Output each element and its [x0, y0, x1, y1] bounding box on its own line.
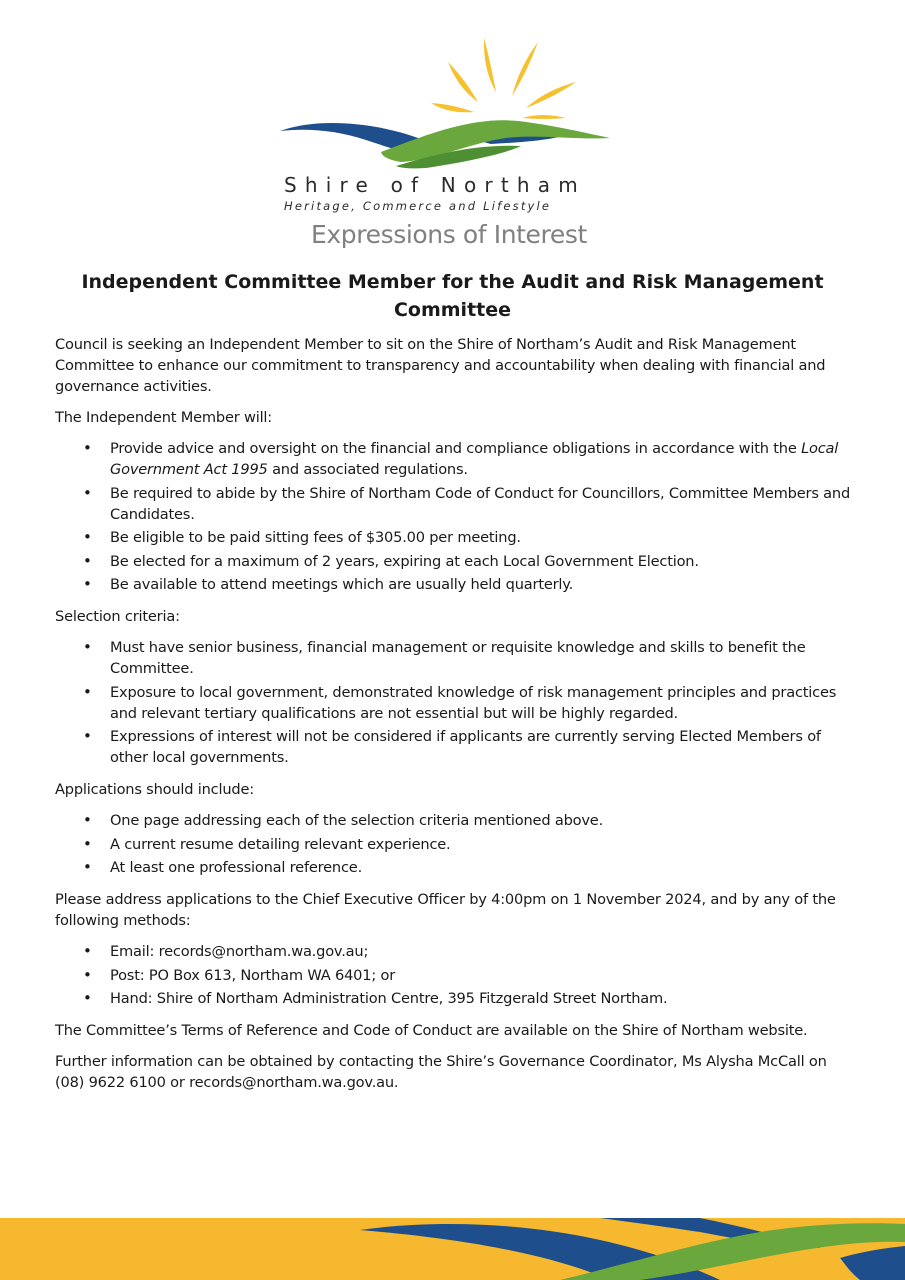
header-logo-block — [0, 30, 905, 250]
page-title: Independent Committee Member for the Audit and Risk Management Committee — [81, 271, 824, 321]
sun-ray — [484, 38, 496, 92]
list-item: • Be available to attend meetings which are usually held quarterly. — [110, 574, 855, 595]
sun-ray — [512, 42, 538, 96]
list-item: • Be elected for a maximum of 2 years, expiring at each Local Government Election. — [110, 551, 855, 572]
member-heading: The Independent Member will: — [55, 409, 273, 426]
list-item-text: and associated regulations. — [267, 461, 468, 478]
selection-list — [55, 637, 855, 768]
list-item: • Be required to abide by the Shire of Northam Code of Conduct for Councillors, Committee Members and Candidates. — [110, 483, 855, 525]
list-item: • One page addressing each of the selection criteria mentioned above. — [110, 810, 855, 831]
list-item: • A current resume detailing relevant experience. — [110, 834, 855, 855]
list-item: • Must have senior business, financial management or requisite knowledge and skills to benefit the Committee. — [110, 637, 855, 679]
list-item-text: Provide advice and oversight on the financial and compliance obligations in accordance with the — [110, 440, 802, 457]
list-item: • Expressions of interest will not be considered if applicants are currently serving Elected Members of other local governments. — [110, 726, 855, 768]
list-item: • Exposure to local government, demonstrated knowledge of risk management principles and practices and relevant tertiary qualifications are not essential but will be highly regarded. — [110, 682, 855, 724]
legislation-name: Local Government Act 1995 — [110, 440, 839, 478]
address-paragraph: Please address applications to the Chief Executive Officer by 4:00pm on 1 November 2024, and by any of the following methods: — [55, 891, 836, 929]
post-method: • Post: PO Box 613, Northam WA 6401; or — [110, 965, 855, 986]
applications-heading: Applications should include: — [55, 781, 254, 798]
sun-ray — [431, 103, 474, 112]
email-method: • Email: records@northam.wa.gov.au; — [110, 941, 855, 962]
hand-method: • Hand: Shire of Northam Administration Centre, 395 Fitzgerald Street Northam. — [110, 988, 855, 1009]
intro-paragraph: Council is seeking an Independent Member to sit on the Shire of Northam’s Audit and Risk Management Committee to enhance our commitment to transparency and accountability when dealing with financial and governance activities. — [55, 336, 826, 395]
terms-paragraph: The Committee’s Terms of Reference and Code of Conduct are available on the Shire of Northam website. — [55, 1022, 808, 1039]
footer-wave-icon — [0, 1218, 905, 1280]
sun-ray — [526, 82, 576, 108]
list-item: • Be eligible to be paid sitting fees of $305.00 per meeting. — [110, 527, 855, 548]
sun-ray — [522, 115, 566, 119]
list-item: • At least one professional reference. — [110, 857, 855, 878]
list-item — [110, 438, 855, 480]
footer-wave-band — [0, 1218, 905, 1280]
shire-logo-icon — [276, 30, 616, 170]
document-body — [55, 334, 855, 1103]
org-name: Shire of Northam — [284, 173, 586, 197]
sun-ray — [448, 62, 478, 102]
expressions-of-interest-banner: Expressions of Interest — [311, 220, 587, 249]
applications-list — [55, 810, 855, 878]
selection-heading: Selection criteria: — [55, 608, 180, 625]
contact-paragraph: Further information can be obtained by contacting the Shire’s Governance Coordinator, Ms Alysha McCall on (08) 9622 6100 or records@northam.wa.gov.au. — [55, 1053, 827, 1091]
methods-list — [55, 941, 855, 1009]
org-tagline: Heritage, Commerce and Lifestyle — [284, 199, 552, 213]
member-list — [55, 438, 855, 595]
